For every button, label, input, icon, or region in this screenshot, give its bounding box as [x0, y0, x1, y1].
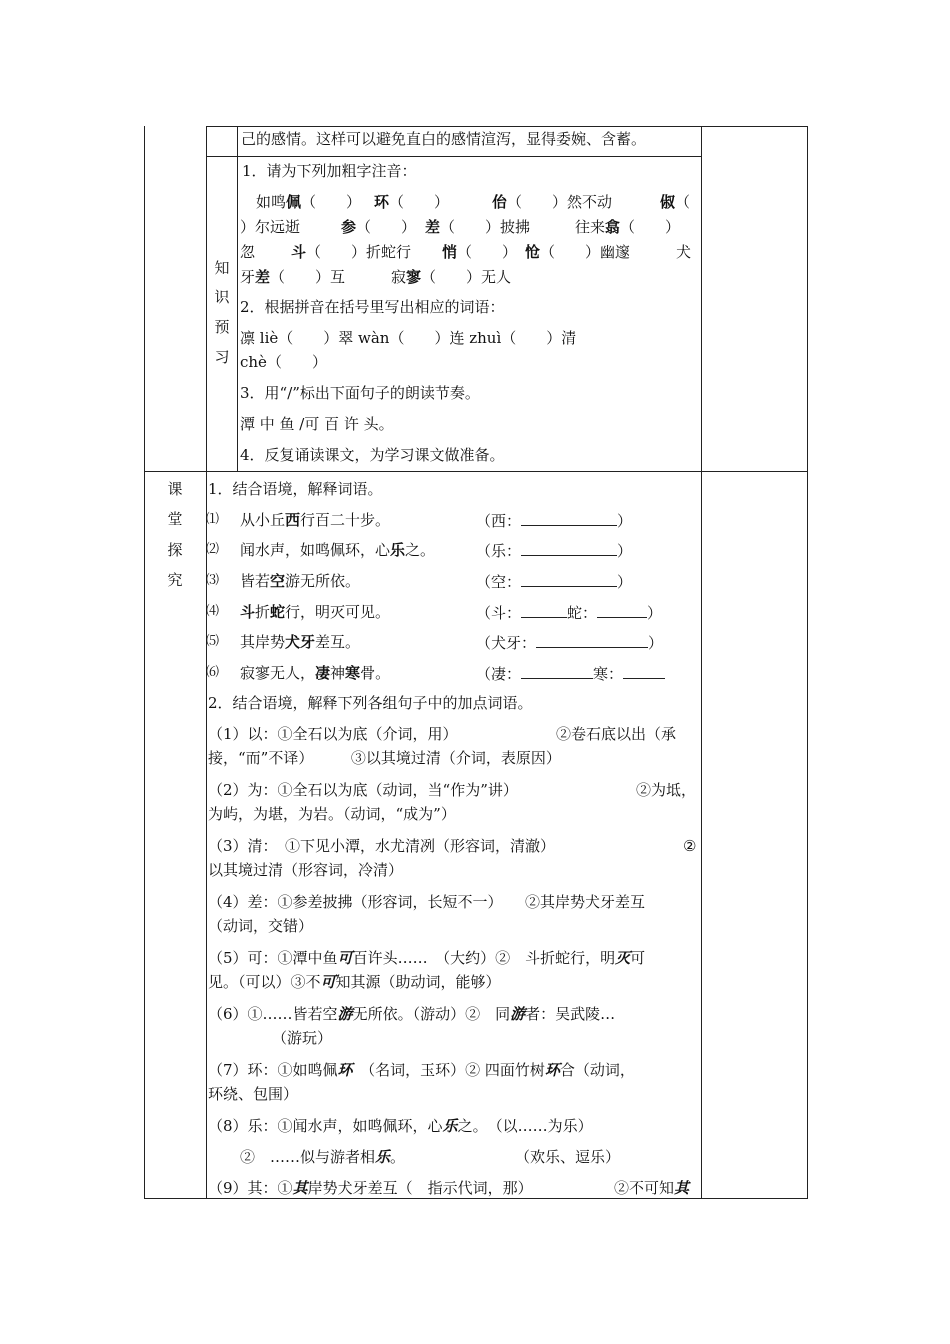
explore-label-char: 堂 — [167, 510, 183, 528]
top-row-text: 己的感情。这样可以避免直白的感情渲泻，显得委婉、含蓄。 — [241, 130, 647, 148]
pinyin-item: 寂寥（ ）无人 — [391, 268, 512, 286]
table-border-right — [807, 126, 808, 1199]
group-3-line-1b: ② — [683, 837, 697, 855]
vocab-answer: （西： ） — [476, 512, 633, 530]
table-divider-right — [701, 126, 702, 1199]
pinyin-item: 犬 — [676, 243, 692, 261]
group-1-line-1a: （1）以：①全石以为底（介词，用） — [208, 725, 458, 743]
vocab-number: ⑹ — [206, 665, 220, 680]
preview-q1-title: 1．请为下列加粗字注音： — [242, 162, 417, 180]
group-9-line-1: （9）其：①其岸势犬牙差互（ 指示代词，那） — [208, 1179, 533, 1197]
group-3-line-1a: （3）清： ①下见小潭，水尤清冽（形容词，清澈） — [208, 837, 556, 855]
table-row-line-2 — [144, 471, 808, 472]
vocab-sentence: 斗折蛇行，明灭可见。 — [240, 603, 391, 621]
vocab-number: ⑵ — [206, 542, 220, 557]
preview-label-char: 预 — [214, 318, 230, 336]
vocab-sentence: 其岸势犬牙差互。 — [240, 633, 361, 651]
table-divider-label — [206, 126, 207, 1199]
vocab-number: ⑸ — [206, 634, 220, 649]
table-border-left — [144, 126, 145, 1199]
explore-q2-title: 2．结合语境，解释下列各组句子中的加点词语。 — [208, 694, 533, 712]
group-2-line-1b: ②为坻， — [636, 781, 697, 799]
pinyin-item: 如鸣佩（ ） — [256, 193, 362, 211]
pinyin-item: ）尔远逝 — [240, 218, 301, 236]
vocab-number: ⑶ — [206, 573, 220, 588]
preview-q3-title: 3．用“/”标出下面句子的朗读节奏。 — [240, 384, 480, 402]
vocab-answer: （乐： ） — [476, 542, 633, 560]
vocab-answer: （空： ） — [476, 573, 633, 591]
group-5-line-2: 见。（可以）③不可知其源（助动词，能够） — [208, 973, 501, 991]
pinyin-item: 怆（ ）幽邃 — [525, 243, 631, 261]
pinyin-item: 斗（ ）折蛇行 — [291, 243, 412, 261]
vocab-answer: （凄： 寒： — [476, 664, 665, 683]
explore-label-char: 课 — [167, 480, 183, 498]
pinyin-item: 忽 — [240, 243, 256, 261]
table-bottom-line — [144, 1198, 808, 1199]
explore-q1-title: 1．结合语境，解释词语。 — [208, 480, 383, 498]
group-9-line-1-end: ②不可知其 — [614, 1179, 690, 1197]
preview-q2-line1: 凛 liè（ ）翠 wàn（ ）连 zhuì（ ）清 — [240, 329, 577, 347]
pinyin-item: 俶（ — [660, 193, 691, 211]
preview-label-char: 习 — [214, 348, 230, 366]
group-4-line-2: （动词，交错） — [208, 917, 314, 935]
pinyin-item: 环（ ） — [374, 193, 450, 211]
group-3-line-2: 以其境过清（形容词，冷清） — [208, 861, 404, 879]
group-7-line-1: （7）环：①如鸣佩环 （名词，玉环）② 四面竹树环合（动词， — [208, 1061, 635, 1079]
vocab-sentence: 从小丘西行百二十步。 — [240, 511, 391, 529]
preview-label-char: 识 — [214, 288, 230, 306]
vocab-sentence: 闻水声，如鸣佩环，心乐之。 — [240, 541, 436, 559]
table-row-line-1 — [206, 156, 702, 157]
group-2-line-2: 为屿，为堪，为岩。（动词，“成为”） — [208, 805, 456, 823]
vocab-sentence: 寂寥无人，凄神寒骨。 — [240, 664, 391, 682]
table-top-line — [206, 126, 808, 127]
preview-q3-sentence: 潭 中 鱼 /可 百 许 头。 — [240, 415, 394, 433]
pinyin-item: 悄（ ） — [442, 243, 518, 261]
pinyin-item: 参（ ） — [341, 218, 417, 236]
vocab-answer: （斗： 蛇： ） — [476, 604, 663, 622]
group-1-line-1b: ②卷石底以出（承 — [556, 725, 677, 743]
group-8-line-1: （8）乐：①闻水声，如鸣佩环，心乐之。 （以……为乐） — [208, 1117, 593, 1135]
group-7-line-2: 环绕、包围） — [208, 1085, 299, 1103]
preview-q2-title: 2．根据拼音在括号里写出相应的词语： — [240, 298, 505, 316]
vocab-answer: （犬牙： ） — [476, 634, 664, 652]
explore-label-char: 究 — [167, 571, 183, 589]
explore-label-char: 探 — [167, 541, 183, 559]
group-6-line-2: （游玩） — [272, 1029, 333, 1047]
group-8-line-2: ② ……似与游者相乐。 — [240, 1148, 406, 1166]
vocab-number: ⑴ — [206, 512, 220, 527]
vocab-sentence: 皆若空游无所依。 — [240, 572, 361, 590]
pinyin-item: 差（ ）披拂 — [425, 218, 531, 236]
group-2-line-1a: （2）为：①全石以为底（动词，当“作为”讲） — [208, 781, 518, 799]
preview-label-char: 知 — [214, 259, 230, 277]
table-divider-inner — [237, 126, 238, 471]
pinyin-item: 往来翕（ ） — [575, 218, 681, 236]
group-4-line-1: （4）差：①参差披拂（形容词，长短不一） ②其岸势犬牙差互 — [208, 893, 646, 911]
group-8-line-2-note: （欢乐、逗乐） — [515, 1148, 621, 1166]
group-1-line-2: 接，“而”不译） ③以其境过清（介词，表原因） — [208, 749, 561, 767]
pinyin-item: 佁（ ）然不动 — [492, 193, 613, 211]
preview-q4: 4．反复诵读课文，为学习课文做准备。 — [240, 446, 505, 464]
vocab-number: ⑷ — [206, 604, 220, 619]
group-5-line-1: （5）可：①潭中鱼可百许头…… （大约）② 斗折蛇行，明灭可 — [208, 949, 646, 967]
preview-q2-line2: chè（ ） — [240, 353, 327, 371]
pinyin-item: 牙差（ ）互 — [240, 268, 346, 286]
group-6-line-1: （6）①……皆若空游无所依。（游动）② 同游者：吴武陵… — [208, 1005, 616, 1023]
